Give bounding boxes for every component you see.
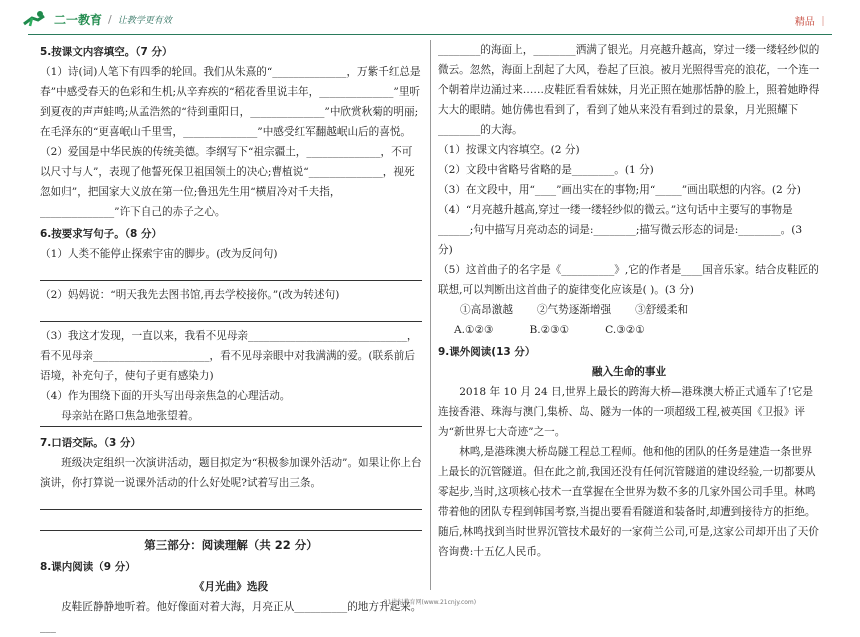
q8-sub1: （1）按课文内容填空。(2 分) (438, 144, 580, 156)
q9-para1: 2018 年 10 月 24 日,世界上最长的跨海大桥—港珠澳大桥正式通车了!它是连接香港、珠海与澳门,集桥、岛、隧为一体的一项超级工程,被英国《卫报》评为“新世界七大奇迹”之一。 (438, 386, 814, 438)
page-header (0, 0, 860, 40)
melody-option: ③舒缓柔和 (635, 304, 689, 316)
q8-sub2: （2）文段中省略号省略的是________。(1 分) (438, 164, 654, 176)
q6-item1: （1）人类不能停止探索宇宙的脚步。(改为反问句) (40, 248, 278, 260)
q9-passage-title: 融入生命的事业 (591, 366, 667, 378)
section-heading: 第三部分：阅读理解（共 22 分） (144, 538, 318, 552)
q6-item4-start: 母亲站在路口焦急地张望着。 (40, 406, 422, 427)
melody-option: ①高昂激越 (460, 304, 513, 316)
q6-item4: （4）作为围绕下面的开头写出母亲焦急的心理活动。 (40, 390, 291, 402)
logo-name: 二一教育 (54, 12, 103, 27)
melody-option: ②气势逐渐增强 (536, 304, 612, 316)
answer-choices (438, 320, 820, 340)
answer-line[interactable] (40, 264, 422, 281)
choice-c[interactable]: C.③②① (605, 324, 645, 336)
right-column (438, 40, 820, 562)
q9-para2: 林鸣,是港珠澳大桥岛隧工程总工程师。他和他的团队的任务是建造一条世界上最长的沉管隧道。但在此之前,我国还没有任何沉管隧道的建设经验,一切都要从零起步,当时,这项核心技术一直掌握在全世界为数不多的几家外国公司手里。林鸣带着他的团队专程到韩国考察,当提出要看看隧道和装备时,却遭到接待方的拒绝。随后,林鸣找到当时世界沉管技术最好的一家荷兰公司,可是,这家公司却开出了天价咨询费:十五亿人民币。 (438, 446, 819, 558)
brand-logo (20, 10, 172, 28)
logo-slogan: 让教学更有效 (117, 15, 172, 26)
q8-passage: 皮鞋匠静静地听着。他好像面对着大海，月亮正从__________的地方升起来。___ (40, 601, 422, 633)
q6-title: 6.按要求写句子。（8 分） (40, 228, 163, 240)
left-column (40, 40, 422, 637)
choice-b[interactable]: B.②③① (529, 324, 570, 336)
premium-badge: 精品 ｜ (794, 17, 828, 28)
choice-a[interactable]: A.①②③ (454, 324, 494, 336)
q8-passage-cont: ________的海面上，________洒满了银光。月亮越升越高，穿过一缕一缕轻纱似的微云。忽然，海面上刮起了大风，卷起了巨浪。被月光照得雪亮的浪花，一个连一个朝着岸边涌过来……皮鞋匠看看妹妹，月光正照在她那恬静的脸上，照着她睁得大大的眼睛。她仿佛也看到了，看到了她从来没有看到过的景象，月光照耀下________的大海。 (438, 44, 820, 136)
runner-logo-icon (20, 10, 50, 28)
q6-item3: （3）我这才发现，一直以来，我看不见母亲______________________________，看不见母亲______________________，看不见母亲眼中对我满满的爱。(联系前后语境，补充句子，使句子更有感染力) (40, 330, 418, 382)
q8-sub5: （5）这首曲子的名字是《__________》,它的作者是____国音乐家。结合皮鞋匠的联想,可以判断出这首曲子的旋律变化应该是( )。(3 分) (438, 264, 819, 296)
q8-title: 8.课内阅读（9 分） (40, 561, 136, 573)
q8-sub3: （3）在文段中，用“____”画出实在的事物;用“_____”画出联想的内容。(2 分) (438, 184, 801, 196)
q5-part1: （1）诗(词)人笔下有四季的轮回。我们从朱熹的“______________，万紫千红总是春”中感受春天的色彩和生机;从辛弃疾的“稻花香里说丰年，______________”里听到夏夜的声声蛙鸣;从孟浩然的“待到重阳日，______________”中欣赏秋菊的明丽;在毛泽东的“更喜岷山千里雪，______________”中感受红军翻越岷山后的喜悦。 (40, 66, 421, 138)
q5-part2: （2）爱国是中华民族的传统美德。李纲写下“祖宗疆土，______________，不可以尺寸与人”，表现了他誓死保卫祖国领土的决心;曹植说“______________，视死忽如归”，把国家大义放在第一位;鲁迅先生用“横眉冷对千夫指，______________”许下自己的赤子之心。 (40, 146, 415, 218)
q7-prompt: 班级决定组织一次演讲活动，题目拟定为“积极参加课外活动”。如果让你上台演讲，你打算说一说课外活动的什么好处呢?试着写出三条。 (40, 457, 422, 489)
q9-title: 9.课外阅读(13 分） (438, 346, 536, 358)
melody-options (438, 300, 820, 320)
answer-line[interactable] (40, 493, 422, 510)
header-rule (28, 34, 832, 35)
q5-title: 5.按课文内容填空。（7 分） (40, 46, 173, 58)
column-divider (430, 40, 431, 590)
q8-passage-title: 《月光曲》选段 (193, 581, 269, 593)
q8-sub4: （4）“月亮越升越高,穿过一缕一缕轻纱似的微云。”这句话中主要写的事物是______;句中描写月亮动态的词是:________;描写微云形态的词是:________。(3 分) (438, 204, 803, 256)
answer-line[interactable] (40, 305, 422, 322)
q7-title: 7.口语交际。（3 分） (40, 437, 142, 449)
page-footer: 21世纪教育网(www.21cnjy.com) (383, 599, 477, 606)
logo-separator: / (108, 12, 112, 26)
q6-item2: （2）妈妈说：“明天我先去图书馆,再去学校接你。”(改为转述句) (40, 289, 340, 301)
answer-line[interactable] (40, 514, 422, 531)
